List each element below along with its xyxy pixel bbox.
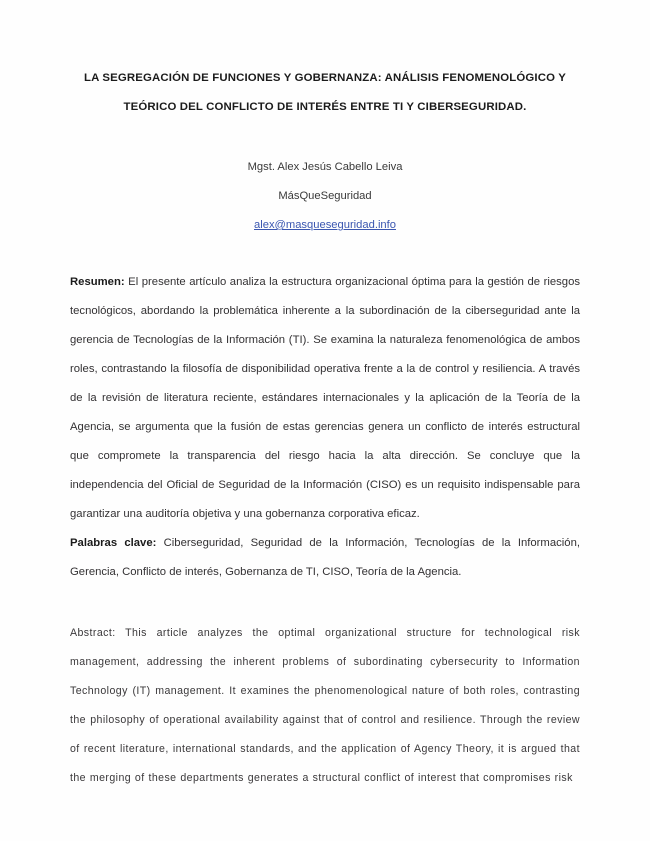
keywords-spanish-body: Ciberseguridad, Seguridad de la Información, Tecnologías de la Información, Gerencia, Conflicto de interés, Gobernanza de TI, CISO, Teoría de la Agencia. — [70, 537, 580, 578]
author-email-link[interactable]: alex@masqueseguridad.info — [254, 219, 396, 231]
keywords-spanish-label: Palabras clave: — [70, 537, 157, 549]
page-title — [70, 0, 580, 122]
author-name: Mgst. Alex Jesús Cabello Leiva — [247, 161, 403, 173]
title-line-2: TEÓRICO DEL CONFLICTO DE INTERÉS ENTRE TI Y CIBERSEGURIDAD. — [123, 101, 527, 113]
page-content — [70, 0, 580, 793]
title-line-1: LA SEGREGACIÓN DE FUNCIONES Y GOBERNANZA: ANÁLISIS FENOMENOLÓGICO Y — [84, 72, 566, 84]
abstract-spanish-label: Resumen: — [70, 276, 125, 288]
author-affiliation: MásQueSeguridad — [278, 190, 372, 202]
author-email-line — [70, 211, 580, 240]
author-block — [70, 122, 580, 240]
abstract-english: Abstract: This article analyzes the optimal organizational structure for technological risk management, addressing the inherent problems of subordinating cybersecurity to Information Technology (IT) management. It examines the phenomenological nature of both roles, contrasting the philosophy of operational availability against that of control and resilience. Through the review of recent literature, international standards, and the application of Agency Theory, it is argued that the merging of these departments generates a structural conflict of interest that compromises risk — [70, 627, 580, 784]
keywords-spanish — [70, 529, 580, 587]
abstract-spanish-body: El presente artículo analiza la estructura organizacional óptima para la gestión de riesgos tecnológicos, abordando la problemática inherente a la subordinación de la ciberseguridad ante la gerencia de Tecnologías de la Información (TI). Se examina la naturaleza fenomenológica de ambos roles, contrastando la filosofía de disponibilidad operativa frente a la de control y resiliencia. A través de la revisión de literatura reciente, estándares internacionales y la aplicación de la Teoría de la Agencia, se argumenta que la fusión de estas gerencias genera un conflicto de interés estructural que compromete la transparencia del riesgo hacia la alta dirección. Se concluye que la independencia del Oficial de Seguridad de la Información (CISO) es un requisito indispensable para garantizar una auditoría objetiva y una gobernanza corporativa eficaz. — [70, 276, 580, 520]
abstract-spanish — [70, 240, 580, 529]
